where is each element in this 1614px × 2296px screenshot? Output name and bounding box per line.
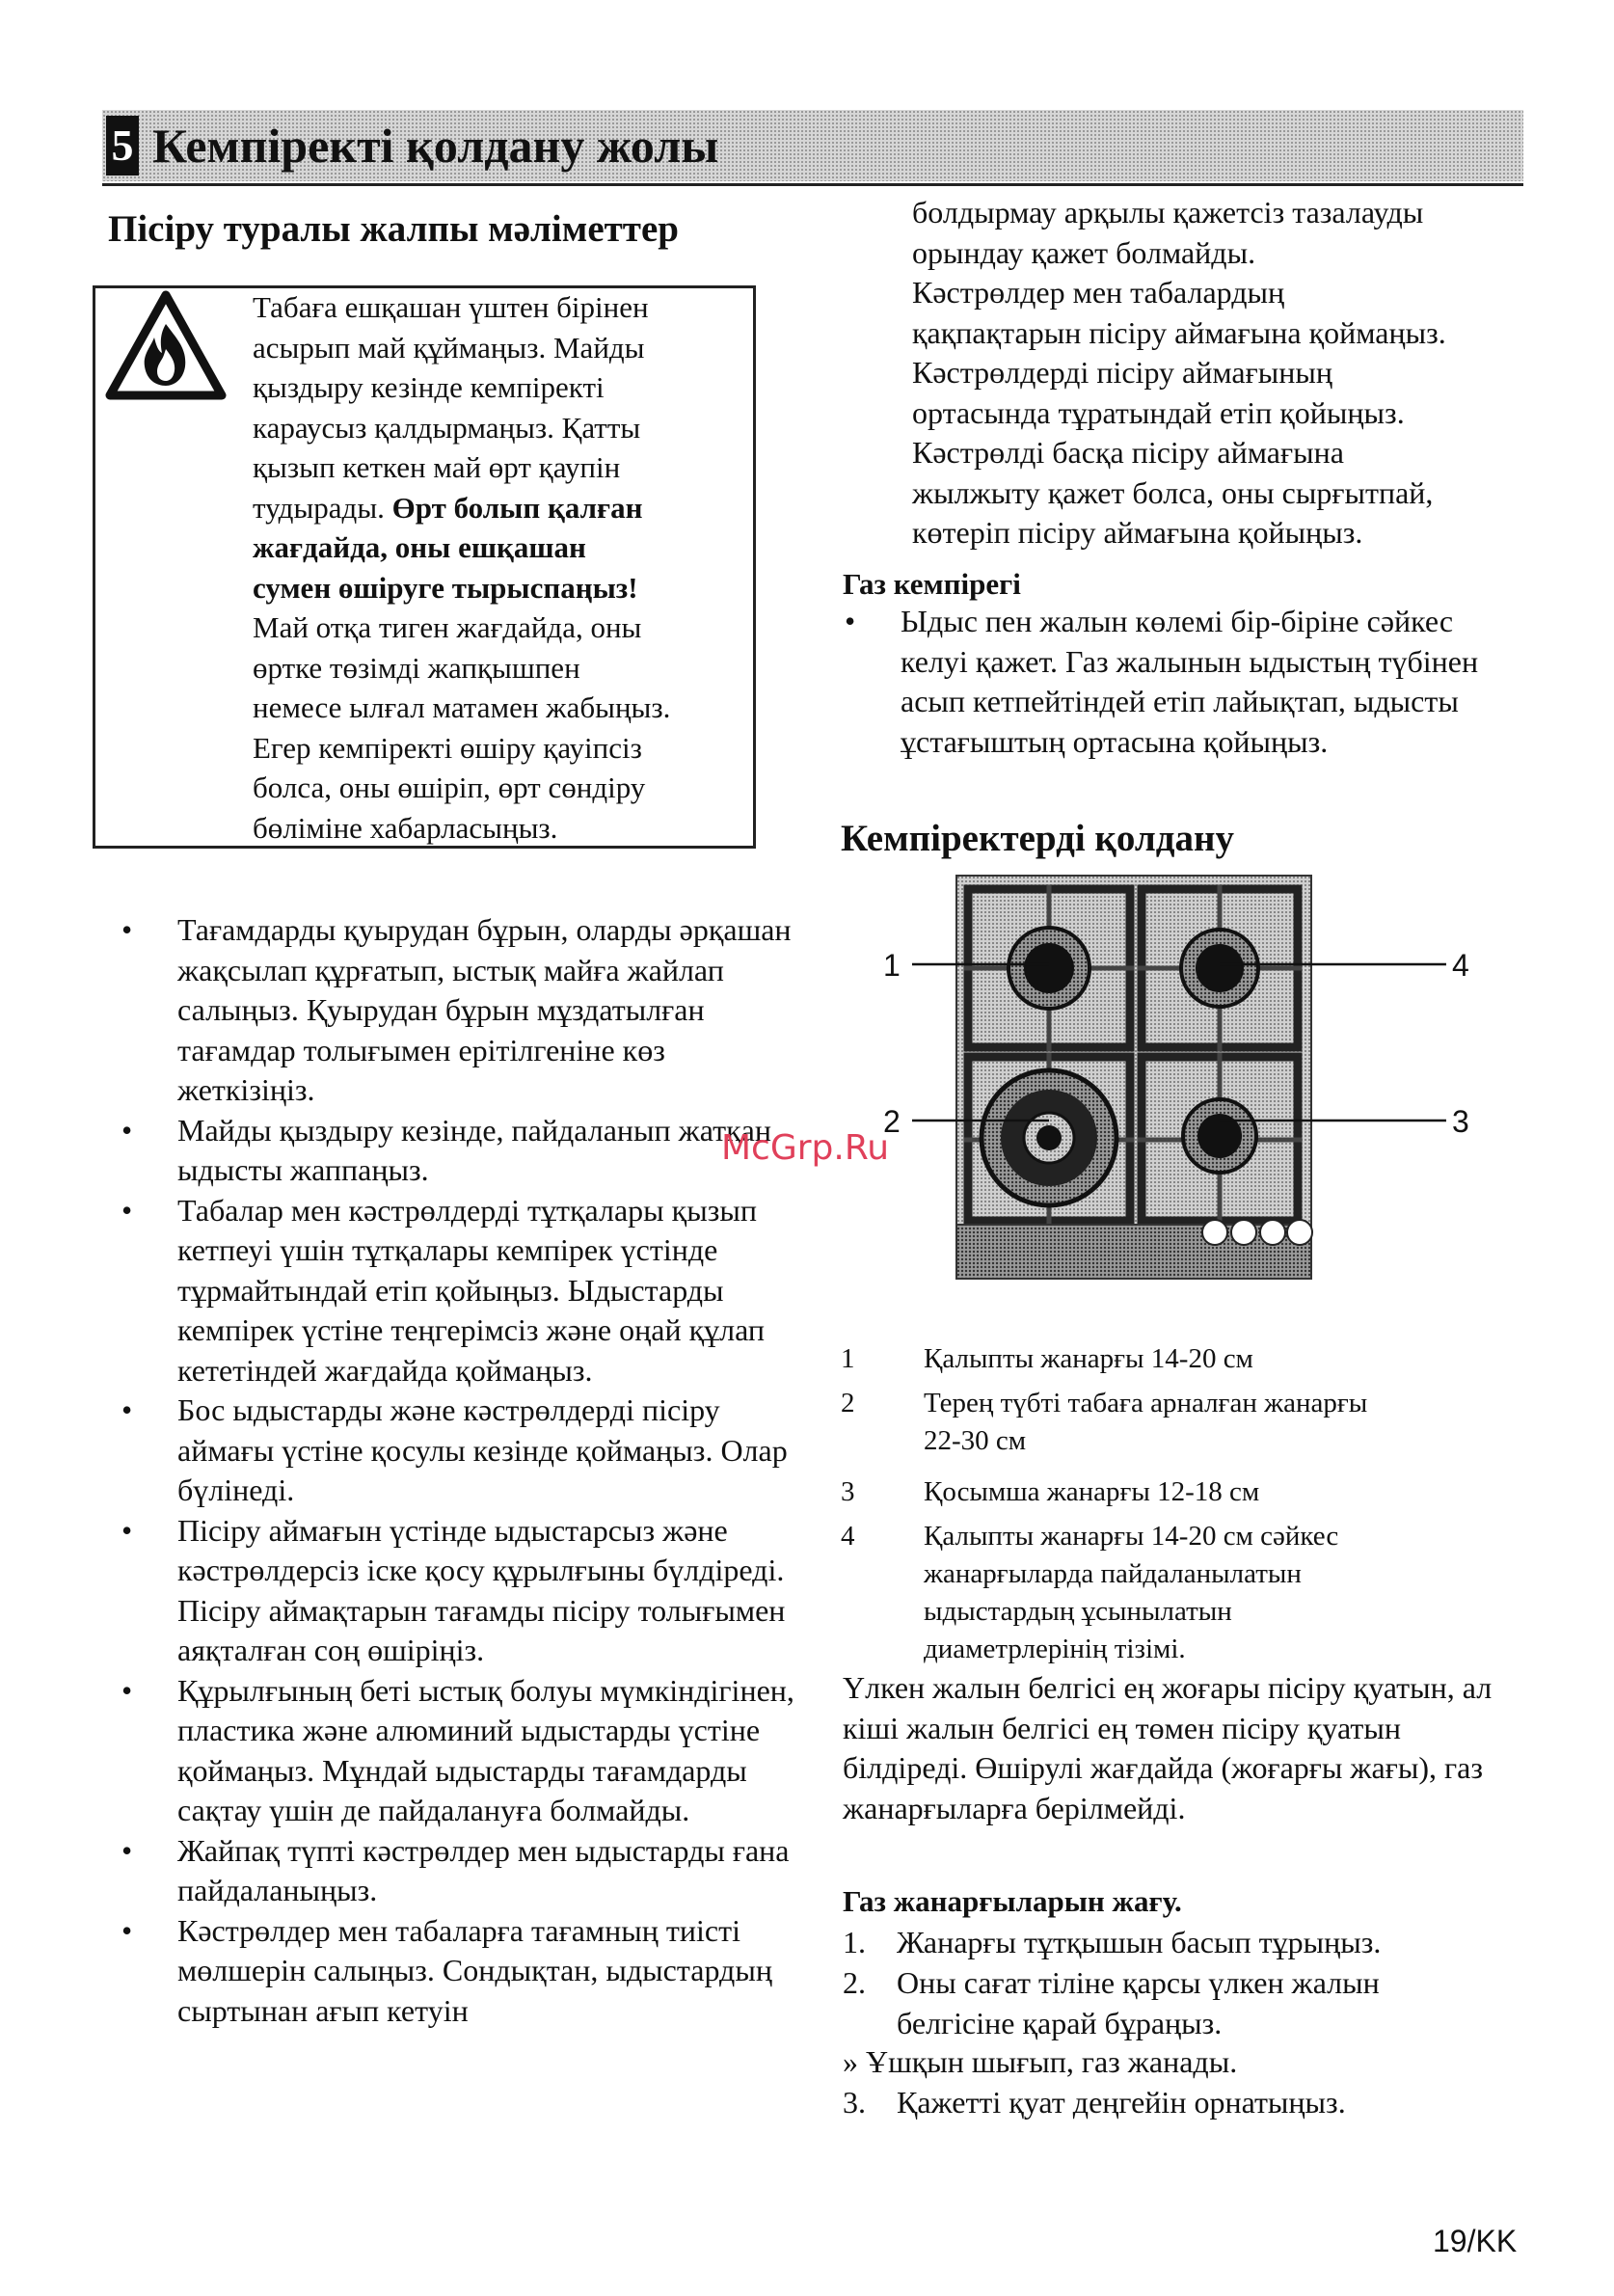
text-line: жылжыту қажет болса, оны сырғытпай, (912, 474, 1434, 510)
general-bullets (108, 910, 802, 2031)
list-item: • Жайпақ түпті кәстрөлдер мен ыдыстарды ғана пайдаланыңыз. (108, 1831, 802, 1911)
step-text: Оны сағат тіліне қарсы үлкен жалын белгісіне қарай бұраңыз. (897, 1965, 1380, 2040)
list-item: • Ыдыс пен жалын көлемі бір-біріне сәйкес келуі қажет. Газ жалынын ыдыстың түбінен асып кетпейтіндей етіп лайықтап, ыдысты ұстағыштың ортасына қойыңыз. (831, 602, 1506, 762)
text-line: қыздыру кезінде кемпіректі (253, 370, 605, 404)
legend-text: Қалыпты жанарғы 14-20 см (924, 1343, 1253, 1374)
burner-label-4: 4 (1452, 948, 1469, 983)
legend-item-2 (841, 1385, 1516, 1462)
gas-hob-label: Газ кемпірегі (843, 567, 1021, 601)
step-text: Жанарғы тұтқышын басып тұрыңыз. (897, 1925, 1382, 1959)
list-item: • Пісіру аймағын үстінде ыдыстарсыз және кәстрөлдерсіз іске қосу құрылғыны бүлдіреді. Пісіру аймақтарын тағамды пісіру толығымен аяқталған соң өшіріңіз. (108, 1511, 802, 1671)
step-number: 2. (843, 1965, 866, 2000)
text-line: қақпақтарын пісіру аймағына қоймаңыз. (912, 314, 1446, 350)
legend-text: Қалыпты жанарғы 14-20 см сәйкес жанарғыларда пайдаланылатын ыдыстардың ұсынылатын диаметрлерінің тізімі. (924, 1521, 1339, 1664)
step-1 (843, 1923, 1518, 1963)
legend-text: Қосымша жанарғы 12-18 см (924, 1476, 1260, 1507)
step-3 (843, 2083, 1518, 2123)
text-line: орындау қажет болмайды. (912, 234, 1256, 270)
legend-number: 3 (841, 1476, 855, 1507)
text-line: Табаға ешқашан үштен бірінен (253, 290, 649, 324)
text-line: Май отқа тиген жағдайда, оны (253, 610, 642, 644)
list-item: • Майды қыздыру кезінде, пайдаланып жатқан ыдысты жаппаңыз. (108, 1111, 802, 1191)
text-line: жағдайда, оны ешқашан (253, 530, 586, 564)
legend-number: 4 (841, 1521, 855, 1552)
text-line: болдырмау арқылы қажетсіз тазалауды (912, 195, 1424, 230)
text-line: өртке төзімді жапқышпен (253, 650, 580, 685)
step-number: 1. (843, 1925, 866, 1959)
text-line: караусыз қалдырмаңыз. Қатты (253, 410, 641, 445)
using-heading: Кемпіректерді қолдану (841, 818, 1234, 859)
legend-item-3 (841, 1473, 1516, 1512)
burner-label-1: 1 (883, 948, 901, 983)
list-item: • Кәстрөлдер мен табаларға тағамның тиісті мөлшерін салыңыз. Сондықтан, ыдыстардың сыртынан ағып кетуін (108, 1911, 802, 2032)
text-line: бөліміне хабарласыңыз. (253, 810, 558, 845)
plain-text: тудырады. (253, 490, 385, 525)
flame-hazard-icon (104, 289, 228, 403)
text-line: асырып май құймаңыз. Майды (253, 330, 645, 365)
step-2 (843, 1963, 1518, 2044)
right-top-text (912, 193, 1548, 554)
step-text: Қажетті қуат деңгейін орнатыңыз. (897, 2085, 1346, 2120)
text-line: Кәстрөлді басқа пісіру аймағына (912, 435, 1344, 470)
list-item: • Тағамдарды қуырудан бұрын, оларды әрқашан жақсылап құрғатып, ыстық майға жайлап салыңыз. Қуырудан бұрын мұздатылған тағамдар толығымен ерітілгеніне көз жеткізіңіз. (108, 910, 802, 1111)
list-item: • Бос ыдыстарды және кәстрөлдерді пісіру аймағы үстіне қосулы кезінде қоймаңыз. Олар бүлінеді. (108, 1391, 802, 1511)
step-number: 3. (843, 2085, 866, 2120)
legend-number: 2 (841, 1388, 855, 1418)
text-line: немесе ылғал матамен жабыңыз. (253, 690, 671, 724)
bold-text: Өрт болып қалған (391, 490, 643, 525)
ignite-label: Газ жанарғыларын жағу. (843, 1884, 1182, 1918)
text-line: Кәстрөлдерді пісіру аймағының (912, 355, 1332, 390)
header-rule (102, 183, 1523, 186)
section-title: Кемпіректі қолдану жолы (152, 119, 719, 173)
text-line: болса, оны өшіріп, өрт сөндіру (253, 770, 646, 804)
hob-figure (868, 868, 1523, 1292)
gas-hob-bullets (831, 602, 1506, 762)
text-line: көтеріп пісіру аймағына қойыңыз. (912, 515, 1363, 550)
page-number: 19/KK (1433, 2224, 1518, 2258)
step-result: » Ұшқын шығып, газ жанады. (843, 2044, 1238, 2079)
burner-label-2: 2 (883, 1104, 901, 1139)
warning-text (253, 287, 744, 848)
list-item: • Құрылғының беті ыстық болуы мүмкіндігінен, пластика және алюминий ыдыстарды үстіне қоймаңыз. Мұндай ыдыстарды тағамдарды сақтау үшін де пайдалануға болмайды. (108, 1671, 802, 1831)
legend-number: 1 (841, 1343, 855, 1374)
legend-item-4 (841, 1518, 1516, 1672)
flame-paragraph: Үлкен жалын белгісі ең жоғары пісіру қуатын, ал кіші жалын белгісі ең төмен пісіру қуатын білдіреді. Өшірулі жағдайда (жоғарғы жағы), газ жанарғыларға берілмейді. (843, 1670, 1493, 1825)
text-line: қызып кеткен май өрт қаупін (253, 450, 621, 484)
text-line: Егер кемпіректі өшіру қауіпсіз (253, 730, 642, 765)
legend-item-1 (841, 1340, 1516, 1379)
text-line (253, 488, 744, 528)
list-item: • Табалар мен кәстрөлдерді тұтқалары қызып кетпеуі үшін тұтқалары кемпірек үстінде тұрмайтындай етіп қойыңыз. Ыдыстарды кемпірек үстіне теңгерімсіз және оңай құлап кететіндей жағдайда қоймаңыз. (108, 1191, 802, 1391)
watermark: McGrp.Ru (721, 1128, 890, 1168)
burner-label-3: 3 (1452, 1104, 1469, 1139)
general-heading: Пісіру туралы жалпы мәліметтер (108, 208, 679, 250)
legend-text: Терең түбті табаға арналған жанарғы 22-30 см (924, 1388, 1368, 1456)
text-line: ортасында тұратындай етіп қойыңыз. (912, 394, 1405, 430)
text-line: Кәстрөлдер мен табалардың (912, 275, 1285, 310)
text-line: сумен өшіруге тырыспаңыз! (253, 570, 638, 605)
section-number: 5 (106, 116, 139, 176)
